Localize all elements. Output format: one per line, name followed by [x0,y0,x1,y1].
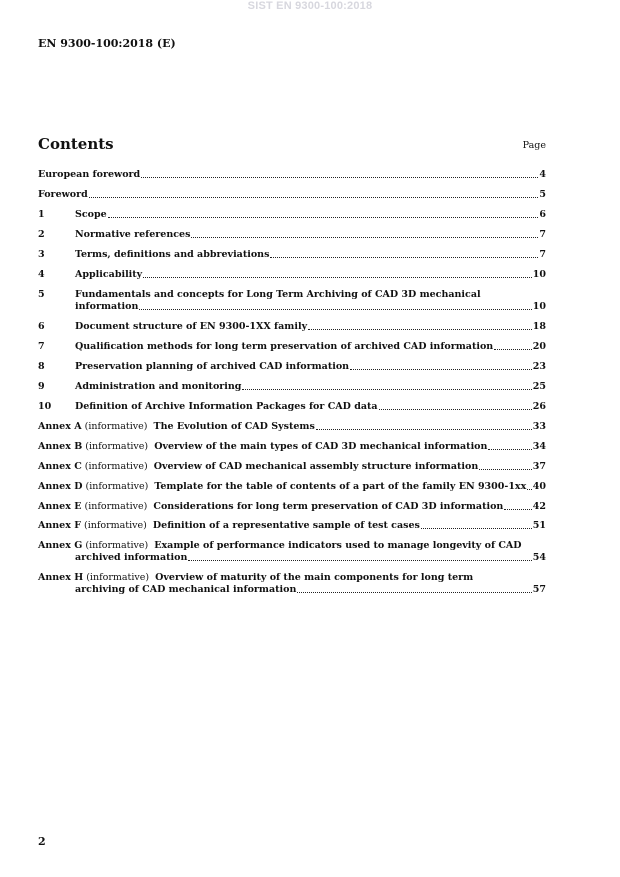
leader-dots [421,527,532,529]
page-number: 2 [38,835,46,848]
annex-title: Overview of the main types of CAD 3D mechanical information [154,440,488,452]
toc-annex-b[interactable] [38,441,546,453]
annex-title-continued: archiving of CAD mechanical information [75,584,297,596]
toc-entry-scope[interactable] [38,209,546,221]
toc-entry-foreword[interactable] [38,189,546,201]
toc-entry-page: 10 [532,301,546,312]
toc-entry-title: Scope [75,209,107,220]
toc-entry-page: 23 [532,361,546,372]
watermark: SIST EN 9300-100:2018 [247,0,373,12]
annex-type: (informative) [84,500,148,512]
toc-entry-number: 3 [38,249,45,260]
annex-page: 37 [532,460,546,472]
annex-label: Annex C [38,460,82,472]
leader-dots [141,176,538,178]
leader-dots [350,368,532,370]
toc-annex-d[interactable] [38,481,546,493]
annex-label: Annex G [38,540,83,552]
toc-entry-title: Applicability [75,269,143,280]
toc-entry-number: 1 [38,209,45,220]
annex-type: (informative) [84,460,148,472]
leader-dots [242,388,531,390]
leader-dots [488,448,531,450]
toc-entry-document-structure[interactable] [38,321,546,333]
toc-entry-title: Document structure of EN 9300-1XX family [75,321,308,332]
toc-entry-title: Definition of Archive Information Packages for CAD data [75,401,378,412]
contents-title: Contents [38,135,114,153]
toc-entry-terms[interactable] [38,249,546,261]
annex-label: Annex H [38,572,84,584]
toc-entry-page: 10 [532,269,546,280]
toc-entry-number: 8 [38,361,45,372]
toc-entry-number: 5 [38,289,45,300]
toc-entry-page: 18 [532,321,546,332]
leader-dots [504,508,531,510]
toc-entry-title: Terms, definitions and abbreviations [75,249,270,260]
leader-dots [108,216,539,218]
toc-entry-page: 20 [532,341,546,352]
toc-entry-fundamentals[interactable] [38,289,546,313]
toc-entry-title: European foreword [38,169,141,180]
toc-entry-page: 26 [532,401,546,412]
toc-annex-h[interactable] [38,572,546,596]
toc-entry-page: 7 [539,229,546,240]
leader-dots [297,591,531,593]
toc-entry-number: 7 [38,341,45,352]
leader-dots [143,276,532,278]
annex-label: Annex B [38,440,83,452]
leader-dots [316,428,532,430]
toc-entry-qualification-methods[interactable] [38,341,546,353]
toc-entry-title: Administration and monitoring [75,381,242,392]
annex-title: Considerations for long term preservation of CAD 3D information [153,500,504,512]
document-header: EN 9300-100:2018 (E) [38,37,176,50]
toc-entry-page: 25 [532,381,546,392]
toc-entry-page: 7 [539,249,546,260]
toc-entry-title-continued: information [75,301,139,312]
annex-label: Annex A [38,421,82,432]
toc-entry-preservation-planning[interactable] [38,361,546,373]
annex-page: 40 [532,480,546,492]
annex-title: Overview of maturity of the main components for long term [155,572,474,584]
toc-entry-number: 6 [38,321,45,332]
annex-page: 57 [532,584,546,596]
annex-page: 42 [532,500,546,512]
toc-annex-e[interactable] [38,501,546,513]
toc-entry-page: 5 [539,189,546,200]
toc-annex-c[interactable] [38,461,546,473]
toc-entry-title: Foreword [38,189,88,200]
toc-entry-page: 6 [539,209,546,220]
toc-annex-a[interactable] [38,421,546,433]
toc-entry-title: Fundamentals and concepts for Long Term Archiving of CAD 3D mechanical [75,289,481,300]
leader-dots [89,196,539,198]
annex-page: 54 [532,552,546,564]
leader-dots [270,256,538,258]
annex-label: Annex E [38,500,82,512]
toc-entry-archive-packages[interactable] [38,401,546,413]
toc-entry-european-foreword[interactable] [38,169,546,181]
leader-dots [308,328,532,330]
leader-dots [479,468,532,470]
toc-entry-page: 4 [539,169,546,180]
annex-type: (informative) [86,572,150,584]
toc-annex-g[interactable] [38,540,546,564]
leader-dots [379,408,532,410]
toc-entry-number: 10 [38,401,52,412]
toc-entry-title: Normative references [75,229,191,240]
annex-type: (informative) [85,480,149,492]
annex-title: Definition of a representative sample of test cases [152,520,420,532]
annex-page: 51 [532,520,546,532]
toc-entry-applicability[interactable] [38,269,546,281]
annex-title-continued: archived information [75,552,188,564]
annex-label: Annex F [38,520,81,532]
toc-entry-number: 9 [38,381,45,392]
table-of-contents [38,169,546,604]
toc-entry-normative-references[interactable] [38,229,546,241]
annex-title: Template for the table of contents of a part of the family EN 9300-1xx [154,480,527,492]
leader-dots [527,488,532,490]
annex-type: (informative) [83,520,147,532]
leader-dots [494,348,532,350]
toc-entry-number: 2 [38,229,45,240]
leader-dots [139,308,531,310]
annex-title: Example of performance indicators used to manage longevity of CAD [154,540,522,552]
annex-label: Annex D [38,480,83,492]
toc-annex-f[interactable] [38,520,546,532]
annex-page: 34 [532,440,546,452]
leader-dots [191,236,538,238]
annex-type: (informative) [85,540,149,552]
annex-type: (informative) [85,440,149,452]
toc-entry-title: Qualification methods for long term preservation of archived CAD information [75,341,494,352]
annex-title: Overview of CAD mechanical assembly structure information [153,460,479,472]
toc-entry-title: Preservation planning of archived CAD information [75,361,350,372]
leader-dots [188,559,531,561]
page-column-label: Page [522,140,546,151]
toc-entry-number: 4 [38,269,45,280]
toc-entry-administration[interactable] [38,381,546,393]
annex-type: (informative) [84,421,148,432]
annex-title: The Evolution of CAD Systems [153,421,315,432]
annex-page: 33 [532,421,546,432]
